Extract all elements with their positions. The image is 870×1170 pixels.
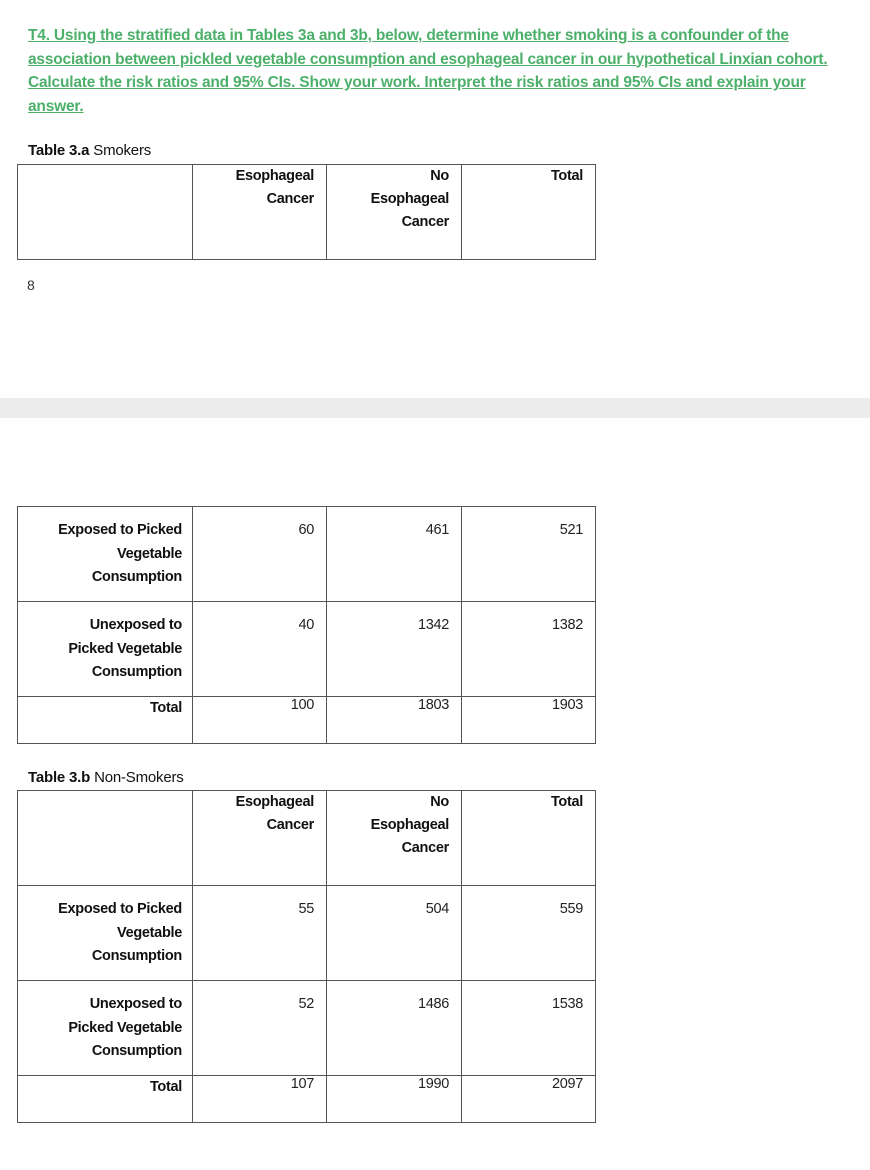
- table-3a-caption: [28, 142, 151, 159]
- table-3a-body: [17, 506, 596, 744]
- row-label-line: Picked Vegetable: [68, 640, 182, 657]
- header-line: Cancer: [401, 840, 449, 856]
- cell-total-no-cancer: 1990: [327, 1076, 462, 1123]
- header-empty-cell: [18, 791, 193, 886]
- header-empty-cell: [18, 165, 193, 260]
- cell-total-cancer: 107: [193, 1076, 327, 1123]
- header-line: No: [430, 794, 449, 810]
- question-text: T4. Using the stratified data in Tables 3a and 3b, below, determine whether smoking is a confounder of the association between pickled vegetable consumption and esophageal cancer in our hypothetical Linxian cohort. Calculate the risk ratios and 95% CIs. Show your work. Interpret the risk ratios and 95% CIs and explain your answer.: [28, 27, 828, 115]
- row-label-exposed: [18, 507, 193, 602]
- cell-unexposed-no-cancer: 1486: [327, 981, 462, 1076]
- row-label-line: Consumption: [91, 948, 182, 964]
- table-3a-caption-title: Smokers: [89, 142, 152, 159]
- header-line: Esophageal: [235, 794, 314, 810]
- cell-unexposed-cancer: 52: [193, 981, 327, 1076]
- row-label-line: Exposed to Picked: [58, 901, 182, 917]
- header-total: Total: [462, 165, 596, 260]
- header-total: Total: [462, 791, 596, 886]
- table-3a-caption-label: Table 3.a: [28, 142, 90, 159]
- header-line: Esophageal: [370, 191, 449, 207]
- cell-unexposed-cancer: 40: [193, 602, 327, 697]
- header-line: Cancer: [266, 191, 314, 207]
- row-label-line: Vegetable: [117, 924, 182, 941]
- cell-exposed-cancer: 60: [193, 507, 327, 602]
- cell-exposed-no-cancer: 504: [327, 886, 462, 981]
- cell-unexposed-total: 1538: [462, 981, 596, 1076]
- table-3b: [17, 790, 596, 1123]
- table-3b-caption-label: Table 3.b: [28, 769, 91, 786]
- table-row-total: [18, 697, 596, 744]
- row-label-unexposed: [18, 981, 193, 1076]
- header-line: Cancer: [401, 214, 449, 230]
- row-label-line: Exposed to Picked: [58, 522, 182, 538]
- table-row-exposed: [18, 507, 596, 602]
- page-break-divider: [0, 398, 870, 418]
- row-label-line: Consumption: [91, 569, 182, 585]
- header-line: Esophageal: [235, 168, 314, 184]
- cell-total-no-cancer: 1803: [327, 697, 462, 744]
- row-label-line: Consumption: [91, 1043, 182, 1059]
- row-label-total: Total: [18, 1076, 193, 1123]
- header-no-esophageal-cancer: [327, 165, 462, 260]
- row-label-line: Vegetable: [117, 545, 182, 562]
- header-line: No: [430, 168, 449, 184]
- cell-total-total: 1903: [462, 697, 596, 744]
- row-label-line: Consumption: [91, 664, 182, 680]
- table-3b-caption: [28, 769, 184, 786]
- header-esophageal-cancer: [193, 165, 327, 260]
- table-3b-caption-title: Non-Smokers: [90, 769, 184, 786]
- cell-unexposed-total: 1382: [462, 602, 596, 697]
- row-label-line: Unexposed to: [89, 617, 182, 633]
- header-no-esophageal-cancer: [327, 791, 462, 886]
- cell-exposed-cancer: 55: [193, 886, 327, 981]
- table-row-unexposed: [18, 981, 596, 1076]
- row-label-unexposed: [18, 602, 193, 697]
- cell-exposed-total: 559: [462, 886, 596, 981]
- header-line: Esophageal: [370, 817, 449, 833]
- row-label-line: Picked Vegetable: [68, 1019, 182, 1036]
- cell-unexposed-no-cancer: 1342: [327, 602, 462, 697]
- row-label-line: Unexposed to: [89, 996, 182, 1012]
- header-line: Cancer: [266, 817, 314, 833]
- cell-total-total: 2097: [462, 1076, 596, 1123]
- row-label-exposed: [18, 886, 193, 981]
- row-label-total: Total: [18, 697, 193, 744]
- header-esophageal-cancer: [193, 791, 327, 886]
- table-row-exposed: [18, 886, 596, 981]
- cell-exposed-no-cancer: 461: [327, 507, 462, 602]
- cell-exposed-total: 521: [462, 507, 596, 602]
- cell-total-cancer: 100: [193, 697, 327, 744]
- table-row-unexposed: [18, 602, 596, 697]
- table-3a-header: [17, 164, 596, 260]
- table-row-total: [18, 1076, 596, 1123]
- page-number: 8: [27, 277, 35, 293]
